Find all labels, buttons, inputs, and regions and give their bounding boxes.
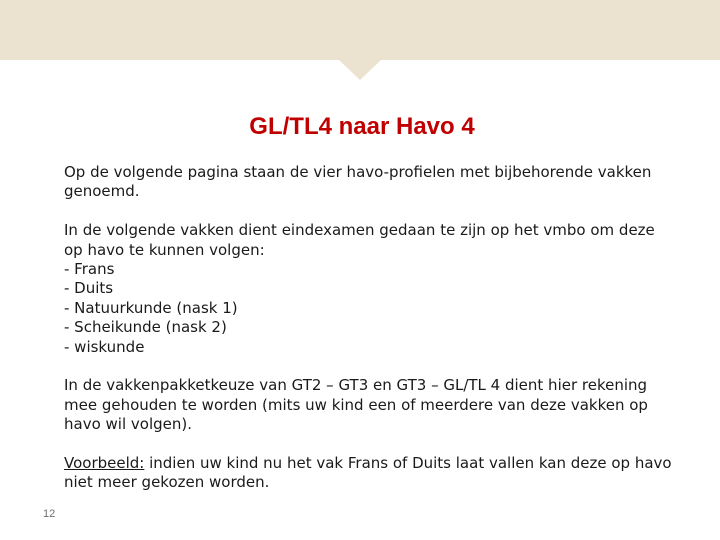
example-label: Voorbeeld: <box>64 454 145 473</box>
subject-item: - Scheikunde (nask 2) <box>64 318 227 337</box>
subject-item: - wiskunde <box>64 337 145 356</box>
subject-item: - Duits <box>64 279 114 298</box>
page-number: 12 <box>43 508 56 520</box>
header-band <box>0 0 720 60</box>
subject-item: - Natuurkunde (nask 1) <box>64 298 238 317</box>
slide-body <box>64 163 674 493</box>
example-text: indien uw kind nu het vak Frans of Duits laat vallen kan deze op havo niet meer gekozen worden. <box>64 454 672 492</box>
slide-title: GL/TL4 naar Havo 4 <box>249 113 475 140</box>
example-paragraph <box>64 454 674 493</box>
subject-list <box>64 260 674 357</box>
subject-item: - Frans <box>64 260 115 279</box>
intro-paragraph: Op de volgende pagina staan de vier havo-profielen met bijbehorende vakken genoemd. <box>64 163 652 201</box>
header-notch <box>339 60 381 80</box>
note-paragraph: In de vakkenpakketkeuze van GT2 – GT3 en GT3 – GL/TL 4 dient hier rekening mee gehouden te worden (mits uw kind een of meerdere van deze vakken op havo wil volgen). <box>64 376 648 434</box>
requirement-paragraph: In de volgende vakken dient eindexamen gedaan te zijn op het vmbo om deze op havo te kunnen volgen: <box>64 221 655 259</box>
